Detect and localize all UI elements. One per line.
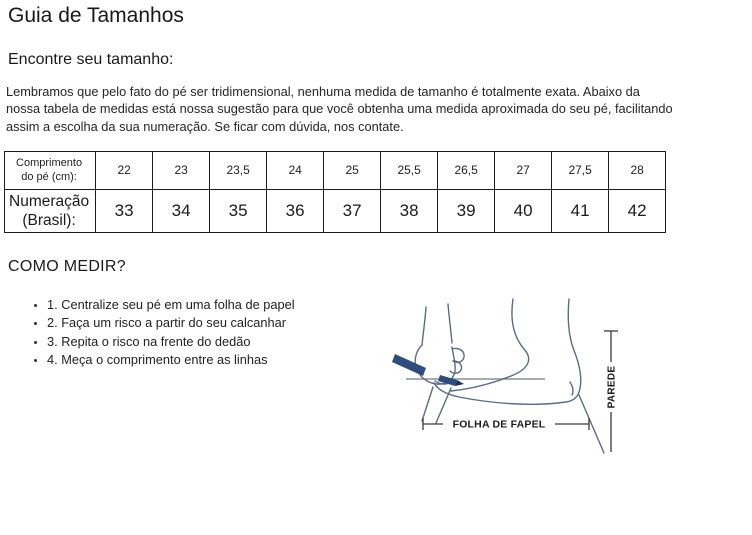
intro-line: assim a escolha da sua numeração. Se ficar com dúvida, nos contate. xyxy=(6,118,404,134)
foot-length-row xyxy=(5,151,666,189)
foot-length-cell: 26,5 xyxy=(438,151,495,189)
measure-step-2: • 2. Faça um risco a partir do seu calcanhar xyxy=(47,314,752,332)
foot-length-row-header: Comprimento do pé (cm): xyxy=(5,151,96,189)
ankle-line xyxy=(570,382,573,395)
intro-line: nossa tabela de medidas está nossa sugestão para que você obtenha uma medida aproximada do seu pé, facilitando xyxy=(6,101,673,117)
shoe-size-cell: 38 xyxy=(381,189,438,232)
measure-step-1: • 1. Centralize seu pé em uma folha de papel xyxy=(47,296,752,314)
shoe-size-cell: 33 xyxy=(96,189,153,232)
shoe-size-cell: 34 xyxy=(153,189,210,232)
foot-measuring-illustration xyxy=(383,291,645,473)
foot-length-cell: 25 xyxy=(324,151,381,189)
how-to-measure-heading: COMO MEDIR? xyxy=(8,257,126,275)
arm-outline xyxy=(448,304,452,343)
shoe-size-cell: 39 xyxy=(438,189,495,232)
foot-length-cell: 24 xyxy=(267,151,324,189)
foot-length-cell: 22 xyxy=(96,151,153,189)
foot-length-cell: 27 xyxy=(495,151,552,189)
arm-outline xyxy=(422,307,426,345)
find-your-size-heading: Encontre seu tamanho: xyxy=(8,51,174,68)
measure-step-4: • 4. Meça o comprimento entre as linhas xyxy=(47,351,752,369)
shoe-size-cell: 42 xyxy=(609,189,666,232)
foot-length-cell: 23 xyxy=(153,151,210,189)
foot-length-cell: 23,5 xyxy=(210,151,267,189)
intro-line: Lembramos que pelo fato do pé ser tridimensional, nenhuma medida de tamanho é totalmente exata. Abaixo da xyxy=(6,84,640,99)
foot-length-cell: 25,5 xyxy=(381,151,438,189)
foot-outline xyxy=(434,299,581,404)
size-table xyxy=(4,151,666,233)
measure-step-3: • 3. Repita o risco na frente do dedão xyxy=(47,333,752,351)
page-title: Guia de Tamanhos xyxy=(8,4,184,27)
shoe-size-cell: 40 xyxy=(495,189,552,232)
shoe-size-cell: 37 xyxy=(324,189,381,232)
shoe-size-cell: 35 xyxy=(210,189,267,232)
shoe-size-row xyxy=(5,189,666,232)
intro-paragraph xyxy=(6,83,716,135)
toe-mark-stroke xyxy=(422,387,433,421)
foot-outline xyxy=(451,299,529,391)
wall-label-group xyxy=(605,362,618,412)
foot-length-cell: 27,5 xyxy=(552,151,609,189)
shoe-size-cell: 41 xyxy=(552,189,609,232)
foot-length-cell: 28 xyxy=(609,151,666,189)
shoe-size-row-header: Numeração (Brasil): xyxy=(5,189,96,232)
wall-label: PAREDE xyxy=(606,365,618,409)
shoe-size-cell: 36 xyxy=(267,189,324,232)
foot-measuring-drawing xyxy=(383,291,645,473)
paper-label: FOLHA DE FAPEL xyxy=(452,418,546,431)
